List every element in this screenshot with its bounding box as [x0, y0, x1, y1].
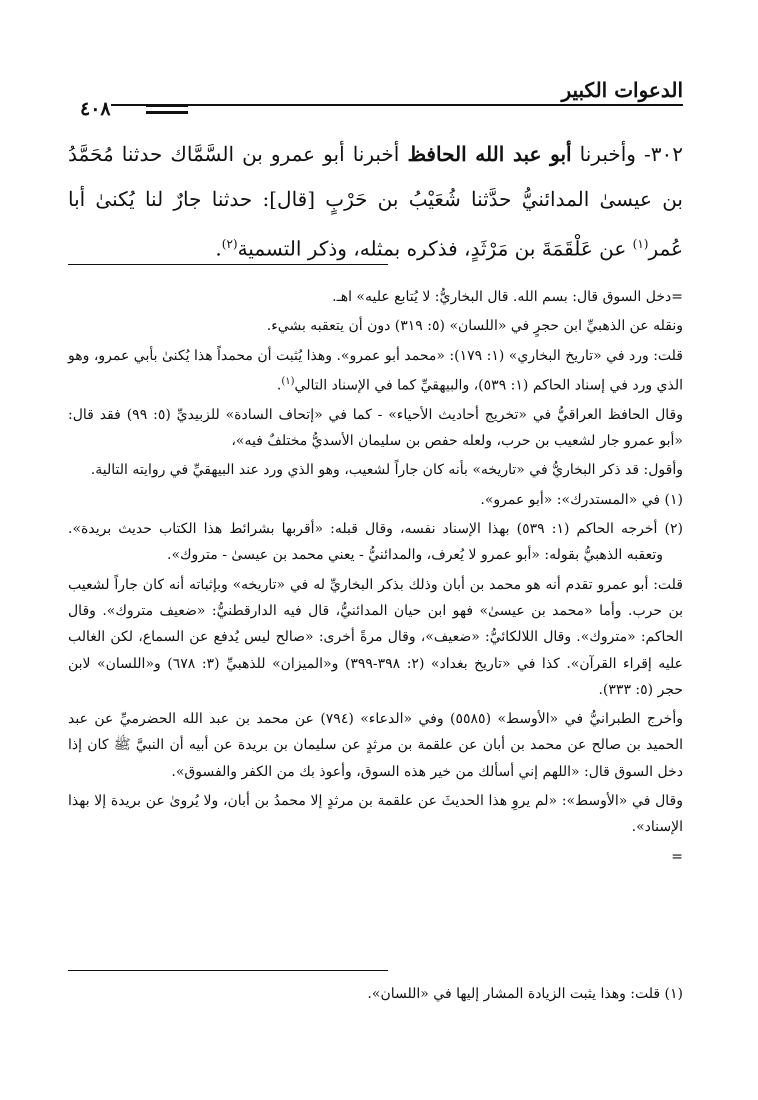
hadith-text	[68, 132, 683, 272]
page-footnote: (١) قلت: وهذا يثبت الزيادة المشار إليها في «اللسان».	[367, 986, 683, 1002]
header-rule-marker	[146, 111, 188, 114]
note-text: قلت: ورد في «تاريخ البخاري» (١: ١٧٩): «محمد أبو عمرو». وهذا يُثبت أن محمداً هذا يُكنىٰ بأبي عمرو، وهو الذي ورد في إسناد الحاكم (١: ٥٣٩)، والبيهقيِّ كما في الإسناد التالي	[68, 347, 683, 394]
note-paragraph: قلت: أبو عمرو تقدم أنه هو محمد بن أبان وذلك بذكر البخاريِّ له في «تاريخه» وبإثباته أنه كان جاراً لشعيب بن حرب. وأما «محمد بن عيسىٰ» فهو ابن حيان المدائنيُّ، قال فيه الدارقطنيُّ: «ضعيف متروك». وقال الحاكم: «متروك». وقال اللالكائيُّ: «ضعيف»، وقال مرةً أخرى: «صالح ليس يُدفع عن السماع، لكن الغالب عليه إقراء القرآن». كذا في «تاريخ بغداد» (٢: ٣٩٨-٣٩٩) و«الميزان» للذهبيِّ (٣: ٦٧٨) و«اللسان» لابن حجر (٥: ٣٣٣).	[68, 576, 684, 698]
footnote-ref: (١)	[281, 375, 295, 387]
hadith-number-intro: ٣٠٢- وأخبرنا	[579, 142, 684, 166]
hadith-paragraph	[68, 132, 683, 272]
page-number: ٤٠٨	[70, 98, 111, 120]
note-paragraph: وأقول: قد ذكر البخاريُّ في «تاريخه» بأنه كان جاراً لشعيب، وهو الذي ورد عند البيهقيِّ في روايته التالية.	[90, 462, 683, 479]
note-paragraph: ونقله عن الذهبيِّ ابن حجرٍ في «اللسان» (٥: ٣١٩) دون أن يتعقبه بشيء.	[266, 318, 683, 335]
paragraph-end: .	[215, 236, 222, 261]
isnad-text: أخبرنا أبو عمرو بن السَّمَّاك حدثنا مُحَمَّدُ بن عيسىٰ المدائنيُّ حدَّثنا شُعَيْبُ بن حَرْبٍ [قال]: حدثنا جارٌ لنا يُكنىٰ أبا عُمر	[68, 142, 683, 261]
running-header-title: الدعوات الكبير	[561, 78, 683, 102]
note-paragraph: =دخل السوق قال: بسم الله. قال البخاريُّ: لا يُتابع عليه» اهـ.	[332, 289, 683, 305]
footnotes-section	[68, 284, 683, 873]
footnote-ref: (٢)	[221, 237, 238, 251]
header-rule-marker	[146, 104, 188, 107]
narrator-name: أبو عبد الله الحافظ	[407, 142, 572, 166]
note-paragraph: وقال الحافظ العراقيُّ في «تخريج أحاديث الأحياء» - كما في «إتحاف السادة» للزبيديِّ (٥: ٩٩) فقد قال: «أبو عمرو جار لشعيب بن حرب، ولعله حفص بن سليمان الأسديُّ مختلفٌ فيه»،	[68, 406, 683, 450]
footnote-1: (١) في «المستدرك»: «أبو عمرو».	[480, 491, 683, 508]
continuation-mark: =	[671, 848, 683, 865]
footnote-ref: (١)	[632, 237, 649, 251]
note-paragraph	[68, 343, 683, 399]
page-footnote-separator	[68, 970, 388, 971]
note-paragraph: وقال في «الأوسط»: «لم يروِ هذا الحديثَ عن علقمة بن مرثدٍ إلا محمدُ بن أبان، ولا يُروىٰ عن بريدة إلا بهذا الإسناد».	[68, 793, 683, 836]
matn-text: عن عَلْقَمَةَ بن مَرْثَدٍ، فذكره بمثله، وذكر التسمية	[237, 236, 633, 261]
footnote-separator	[68, 264, 388, 265]
footnote-2: (٢) أخرجه الحاكم (١: ٥٣٩) بهذا الإسناد نفسه، وقال قبله: «أقربها بشرائط هذا الكتاب حديث بريدة». وتعقبه الذهبيُّ بقوله: «أبو عمرو لا يُعرف، والمدائنيُّ - يعني محمد بن عيسىٰ - متروك».	[68, 521, 683, 564]
note-text-end: .	[276, 377, 282, 394]
note-paragraph: وأخرج الطبرانيُّ في «الأوسط» (٥٥٨٥) وفي «الدعاء» (٧٩٤) عن محمد بن عبد الله الحضرميِّ عن عبد الحميد بن صالح عن محمد بن أبان عن علقمة بن مرثدٍ عن سليمان بن بريدة عن أبيه أن النبيَّ ﷺ كان إذا دخل السوق قال: «اللهم إني أسألك من خير هذه السوق، وأعوذ بك من الكفر والفسوق».	[68, 711, 683, 780]
